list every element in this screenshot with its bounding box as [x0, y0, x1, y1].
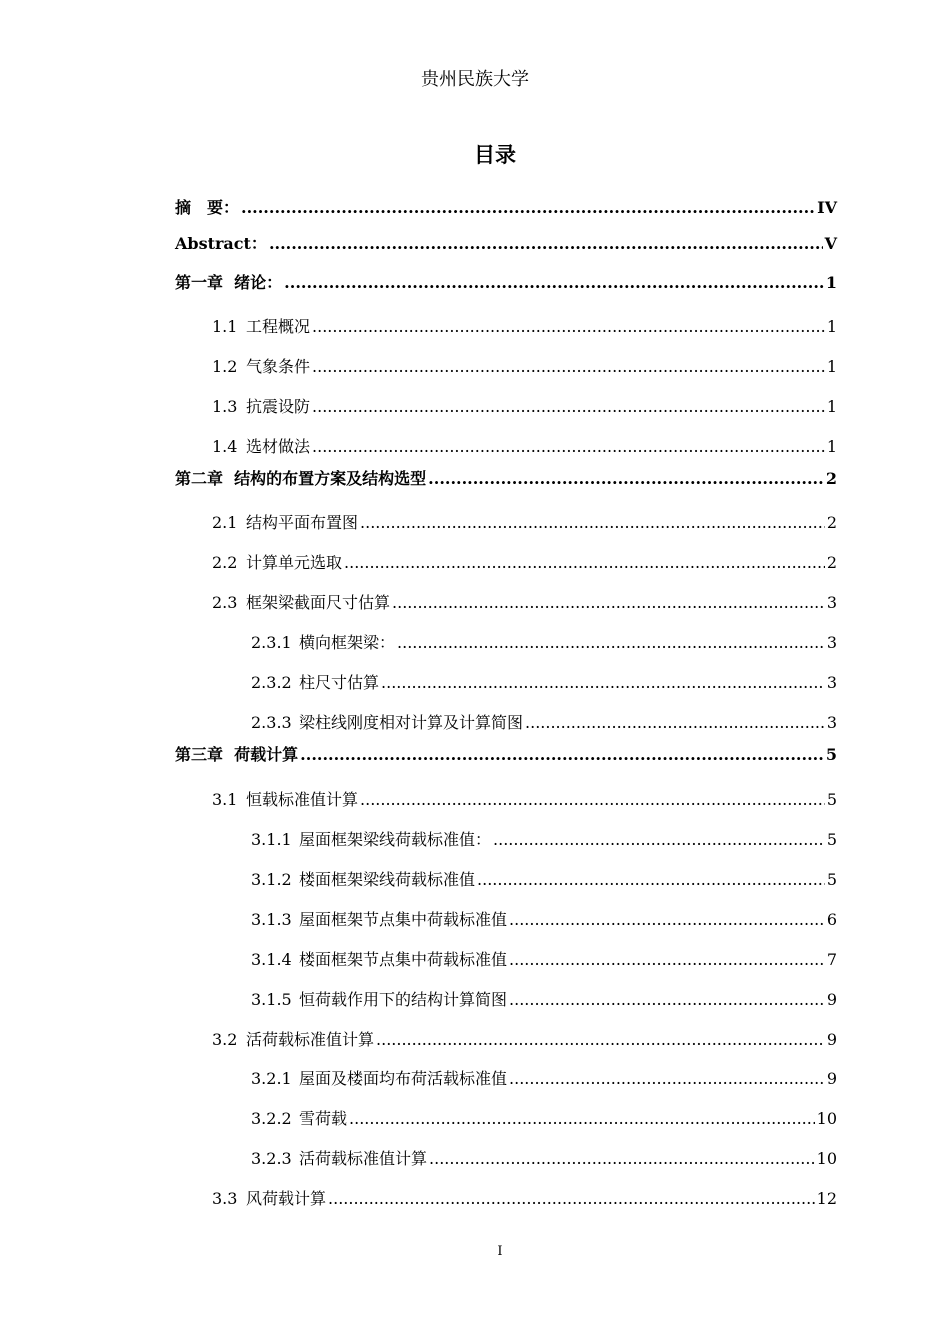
toc-entry-2-3-1[interactable]: [251, 629, 837, 653]
toc-leader-dots: [284, 273, 824, 293]
toc-entry-page: 3: [826, 633, 837, 652]
toc-entry-text: 恒载标准值计算: [246, 790, 359, 809]
toc-entry-number: 1.1: [212, 317, 238, 336]
toc-entry-page: 7: [826, 950, 837, 969]
toc-entry-page: 5: [825, 745, 837, 764]
toc-entry-number: 2.3.3: [251, 713, 292, 732]
toc-entry-page: 1: [825, 273, 837, 292]
toc-entry-number: 2.3.1: [251, 633, 292, 652]
toc-entry-number: 3.3: [212, 1189, 238, 1208]
toc-entry-1-4[interactable]: [212, 433, 837, 457]
toc-entry-text: 结构平面布置图: [246, 513, 359, 532]
toc-leader-dots: [428, 469, 824, 489]
toc-entry-3-1-5[interactable]: [251, 986, 837, 1010]
toc-entry-text: 工程概况: [246, 317, 311, 336]
toc-entry-2-2[interactable]: [212, 549, 837, 573]
toc-entry-chapter-1[interactable]: [175, 269, 837, 293]
toc-entry-number: 1.2: [212, 357, 238, 376]
toc-leader-dots: [493, 830, 825, 850]
toc-entry-number: 3.2: [212, 1030, 238, 1049]
toc-entry-number: 3.1: [212, 790, 238, 809]
toc-leader-dots: [241, 198, 815, 218]
toc-entry-1-1[interactable]: [212, 313, 837, 337]
toc-entry-text: 楼面框架节点集中荷载标准值: [299, 950, 508, 969]
toc-entry-3-3[interactable]: [212, 1185, 837, 1209]
toc-entry-text: 气象条件: [246, 357, 311, 376]
toc-leader-dots: [349, 1109, 815, 1129]
toc-entry-abstract-en[interactable]: [175, 230, 837, 254]
toc-entry-2-3[interactable]: [212, 589, 837, 613]
toc-entry-page: 5: [826, 790, 837, 809]
toc-entry-number: 1.3: [212, 397, 238, 416]
toc-leader-dots: [312, 317, 825, 337]
toc-entry-number: 3.2.1: [251, 1069, 292, 1088]
toc-entry-page: 3: [826, 593, 837, 612]
toc-entry-1-2[interactable]: [212, 353, 837, 377]
toc-leader-dots: [509, 910, 825, 930]
toc-leader-dots: [429, 1149, 815, 1169]
toc-entry-3-2-1[interactable]: [251, 1065, 837, 1089]
toc-leader-dots: [360, 513, 825, 533]
toc-entry-2-3-3[interactable]: [251, 709, 837, 733]
toc-entry-3-2-2[interactable]: [251, 1105, 837, 1129]
toc-entry-number: 2.3.2: [251, 673, 292, 692]
toc-leader-dots: [344, 553, 825, 573]
toc-entry-text: 第一章 绪论：: [175, 273, 283, 292]
toc-entry-page: 9: [826, 1069, 837, 1088]
toc-leader-dots: [312, 357, 825, 377]
toc-entry-text: 雪荷载: [299, 1109, 348, 1128]
toc-entry-number: 2.3: [212, 593, 238, 612]
toc-entry-text: 活荷载标准值计算: [246, 1030, 375, 1049]
toc-entry-page: 12: [816, 1189, 837, 1208]
toc-entry-number: 3.1.3: [251, 910, 292, 929]
toc-entry-chapter-2[interactable]: [175, 465, 837, 489]
toc-leader-dots: [312, 437, 825, 457]
toc-entry-text: 楼面框架梁线荷载标准值: [299, 870, 476, 889]
toc-entry-text: 横向框架梁：: [299, 633, 396, 652]
toc-entry-3-1[interactable]: [212, 786, 837, 810]
toc-entry-3-1-3[interactable]: [251, 906, 837, 930]
toc-entry-chapter-3[interactable]: [175, 741, 837, 765]
toc-entry-page: IV: [817, 198, 837, 217]
toc-entry-text: 框架梁截面尺寸估算: [246, 593, 391, 612]
toc-entry-text: 屋面框架梁线荷载标准值：: [299, 830, 492, 849]
toc-entry-text: 计算单元选取: [246, 553, 343, 572]
toc-leader-dots: [477, 870, 825, 890]
toc-entry-2-1[interactable]: [212, 509, 837, 533]
toc-entry-text: 柱尺寸估算: [299, 673, 380, 692]
toc-entry-text: 梁柱线刚度相对计算及计算简图: [299, 713, 524, 732]
toc-entry-2-3-2[interactable]: [251, 669, 837, 693]
toc-entry-3-1-4[interactable]: [251, 946, 837, 970]
toc-leader-dots: [269, 234, 823, 254]
toc-entry-number: 3.1.1: [251, 830, 292, 849]
toc-entry-page: 2: [825, 469, 837, 488]
toc-entry-text: 第三章 荷载计算: [175, 745, 299, 764]
toc-entry-text: 摘 要：: [175, 198, 240, 217]
toc-leader-dots: [381, 673, 825, 693]
toc-entry-abstract-cn[interactable]: [175, 194, 837, 218]
toc-entry-number: 第一章: [175, 273, 224, 292]
toc-entry-number: 第三章: [175, 745, 224, 764]
toc-entry-number: 2.1: [212, 513, 238, 532]
toc-entry-text: Abstract：: [175, 234, 267, 253]
toc-entry-number: 3.2.2: [251, 1109, 292, 1128]
page-title: 目录: [474, 142, 516, 167]
toc-entry-page: 9: [826, 1030, 837, 1049]
page-header: 贵州民族大学: [421, 69, 529, 90]
toc-entry-number: 3.1.5: [251, 990, 292, 1009]
toc-entry-text: 活荷载标准值计算: [299, 1149, 428, 1168]
toc-leader-dots: [525, 713, 825, 733]
toc-entry-number: 3.1.2: [251, 870, 292, 889]
toc-entry-text: 屋面及楼面均布荷活载标准值: [299, 1069, 508, 1088]
toc-entry-number: 1.4: [212, 437, 238, 456]
toc-entry-3-2[interactable]: [212, 1026, 837, 1050]
page-number: I: [497, 1244, 503, 1259]
toc-entry-page: 2: [826, 553, 837, 572]
toc-leader-dots: [392, 593, 825, 613]
toc-entry-3-1-2[interactable]: [251, 866, 837, 890]
toc-entry-page: V: [824, 234, 837, 253]
toc-entry-text: 抗震设防: [246, 397, 311, 416]
toc-entry-page: 1: [826, 357, 837, 376]
toc-entry-number: 3.1.4: [251, 950, 292, 969]
toc-entry-1-3[interactable]: [212, 393, 837, 417]
toc-entry-number: 2.2: [212, 553, 238, 572]
toc-entry-page: 1: [826, 397, 837, 416]
toc-entry-3-1-1[interactable]: [251, 826, 837, 850]
toc-entry-text: 屋面框架节点集中荷载标准值: [299, 910, 508, 929]
toc-leader-dots: [328, 1189, 815, 1209]
toc-entry-number: 第二章: [175, 469, 224, 488]
toc-entry-page: 3: [826, 713, 837, 732]
toc-leader-dots: [312, 397, 825, 417]
toc-entry-text: 第二章 结构的布置方案及结构选型: [175, 469, 427, 488]
toc-entry-page: 2: [826, 513, 837, 532]
toc-entry-page: 5: [826, 830, 837, 849]
toc-leader-dots: [300, 745, 824, 765]
toc-entry-text: 风荷载计算: [246, 1189, 327, 1208]
toc-leader-dots: [509, 950, 825, 970]
toc-leader-dots: [509, 990, 825, 1010]
toc-entry-page: 5: [826, 870, 837, 889]
toc-entry-text: 选材做法: [246, 437, 311, 456]
toc-entry-number: 3.2.3: [251, 1149, 292, 1168]
toc-leader-dots: [509, 1069, 825, 1089]
toc-entry-text: 恒荷载作用下的结构计算简图: [299, 990, 508, 1009]
toc-entry-page: 6: [826, 910, 837, 929]
toc-entry-page: 3: [826, 673, 837, 692]
toc-leader-dots: [360, 790, 825, 810]
toc-entry-page: 9: [826, 990, 837, 1009]
toc-entry-page: 1: [826, 317, 837, 336]
toc-entry-3-2-3[interactable]: [251, 1145, 837, 1169]
toc-entry-page: 1: [826, 437, 837, 456]
toc-leader-dots: [397, 633, 825, 653]
toc-entry-page: 10: [816, 1109, 837, 1128]
toc-leader-dots: [376, 1030, 825, 1050]
toc-entry-page: 10: [816, 1149, 837, 1168]
